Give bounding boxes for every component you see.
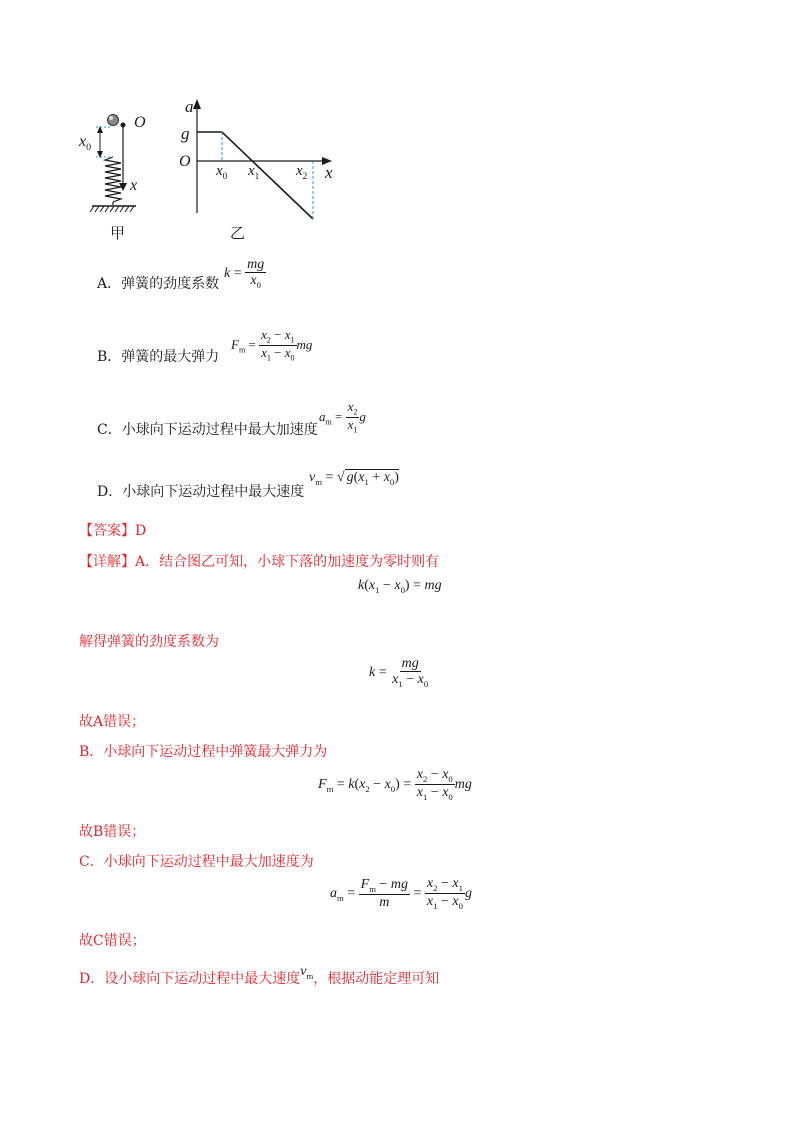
label-x0: $x_0$ [216, 163, 228, 182]
answer-line [79, 520, 146, 540]
solution-tag: 【详解】 [79, 554, 135, 570]
option-d-label: D．小球向下运动过程中最大速度 [97, 484, 305, 500]
caption-right: 乙 [230, 224, 246, 242]
label-O-axis: O [179, 153, 191, 170]
solution-line-2: 解得弹簧的劲度系数为 [79, 634, 219, 650]
solution-line-4: B．小球向下运动过程中弹簧最大弹力为 [79, 744, 328, 760]
label-x-left: x [130, 177, 138, 194]
solution-line-7: 故C错误； [79, 933, 146, 949]
answer-value: D [135, 523, 147, 539]
solution-line-6: C．小球向下运动过程中最大加速度为 [79, 854, 314, 870]
label-x2: $x_2$ [296, 163, 308, 182]
option-c-label: C．小球向下运动过程中最大加速度 [97, 422, 318, 438]
option-a-formula: k = $\frac{mg}{x_0}$ [224, 257, 265, 291]
label-x-axis: x [325, 163, 333, 182]
answer-tag: 【答案】 [79, 523, 135, 539]
label-x1: $x_1$ [248, 163, 260, 182]
solution-line-5: 故B错误； [79, 824, 146, 840]
acceleration-graph [170, 95, 340, 225]
equation-1: $k(x_1 - x_0)$ = mg [358, 578, 442, 595]
label-O-left: O [134, 114, 146, 131]
label-x0-left: $x_0$ [79, 133, 92, 154]
spring-figure [70, 105, 170, 230]
label-g-axis: g [181, 124, 190, 143]
option-b-label: B．弹簧的最大弹力 [97, 349, 220, 365]
solution-line-8: D．设小球向下运动过程中最大速度$v_m$，根据动能定理可知 [79, 964, 440, 987]
option-c-formula: $a_m$ = $\frac{x_2}{x_1}$ g [319, 399, 366, 436]
option-b-formula: $F_m$ = $\frac{x_2 - x_1}{x_1 - x_0}$ mg [231, 327, 313, 364]
solution-line-3: 故A错误； [79, 714, 146, 730]
equation-2: k = $\frac{mg}{x_1 - x_0}$ [369, 656, 429, 690]
option-d-formula: $v_m$ = √ $g(x_1 + x_0)$ [309, 470, 399, 487]
solution-line-1: 【详解】A．结合图乙可知，小球下落的加速度为零时则有 [79, 554, 440, 570]
equation-3: $F_m = k(x_2 - x_0)$ = $\frac{x_2 - x_0}{x_1 - x_0}$ mg [318, 767, 472, 803]
label-a-axis: a [185, 97, 194, 116]
caption-left: 甲 [110, 224, 126, 242]
equation-4: $a_m$ = $\frac{F_m - mg}{m}$ = $\frac{x_2 - x_1}{x_1 - x_0}$ g [330, 876, 472, 912]
option-a-label: A．弹簧的劲度系数 [97, 276, 220, 292]
